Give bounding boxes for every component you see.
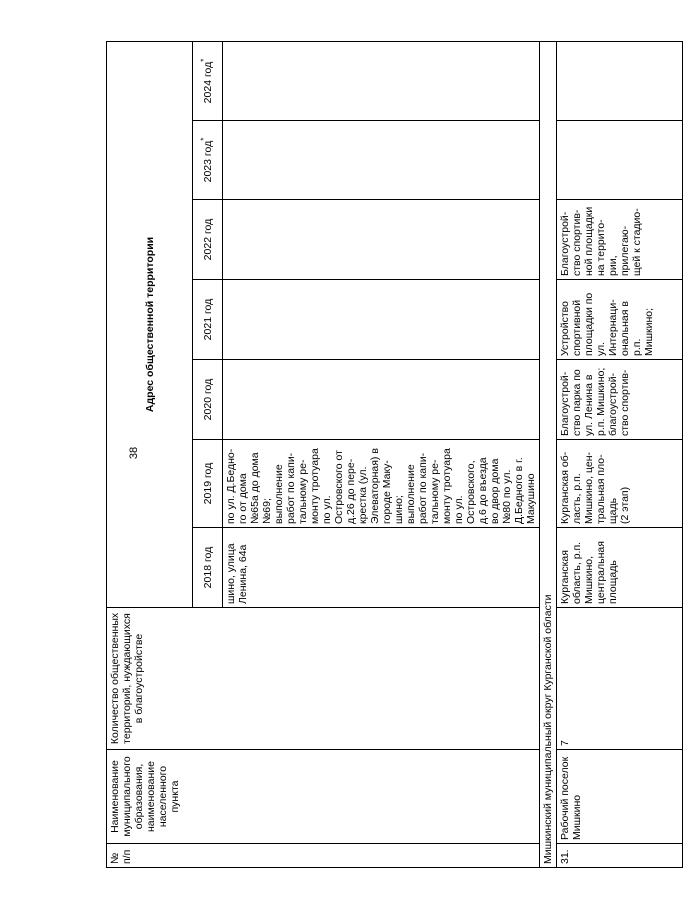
header-year-2018: 2018 год: [193, 528, 223, 608]
rotated-table-container: [106, 42, 655, 868]
header-municipality-name: Наименование муниципального образования, наименование населенного пункта: [107, 750, 540, 844]
section-title: Мишкинский муниципальный округ Курганской области: [540, 41, 557, 867]
table-row: [557, 41, 683, 867]
header-year-2023: 2023 год*: [193, 121, 223, 200]
header-year-2021: 2021 год: [193, 280, 223, 360]
header-year-2024: 2024 год*: [193, 41, 223, 120]
cell-2021: Устройство спортивной площадки по ул. Интернаци- ональная в р.п. Мишкино;: [557, 280, 683, 360]
cell-2020: Благоустрой- ство парка по ул. Ленина в р.п. Мишкино; благоустрой- ство спортив-: [557, 360, 683, 440]
page-number: 38: [128, 446, 140, 460]
footnote-star: *: [199, 58, 208, 62]
cell-2023-empty: [223, 121, 540, 200]
cell-2024-empty: [223, 41, 540, 120]
section-row: [540, 41, 557, 867]
header-row-main: [107, 41, 193, 867]
cell-2018-continuation: шино, улица Ленина, 64а: [223, 528, 540, 608]
header-year-2019: 2019 год: [193, 440, 223, 528]
footnote-star: *: [199, 137, 208, 141]
cell-2024: [557, 41, 683, 120]
cell-2022: Благоустрой- ство спортив- ной площадки на террито- рии, прилегаю- щей к стадио-: [557, 200, 683, 280]
header-year-2020: 2020 год: [193, 360, 223, 440]
cell-2021-empty: [223, 280, 540, 360]
cell-2019-continuation: по ул. Д.Бедно- го от дома №65а до дома №69; выполнение работ по капи- тальному ре- монту тротуара по ул. Островского от д.26 до пере- крестка (ул. Элеваторная) в городе Маку- шино; выполнение работ по капи- тальному ре- монту тротуара по ул. Островского, д.6 до въезда во двор дома №80 по ул. Д.Бедного в г. Макушино: [223, 440, 540, 528]
cell-2019: Курганская об- ласть, р.п. Мишкино, цен- тральная пло- щадь (2 этап): [557, 440, 683, 528]
cell-municipality-name: Рабочий поселок Мишкино: [557, 750, 683, 844]
header-address: Адрес общественной территории: [107, 41, 193, 607]
header-year-2022: 2022 год: [193, 200, 223, 280]
cell-2023: [557, 121, 683, 200]
header-territory-count: Количество общественных территорий, нуждающихся в благоустройстве: [107, 608, 540, 750]
rotated-page-stage: [106, 42, 655, 868]
header-num: № п/п: [107, 844, 540, 868]
cell-2022-empty: [223, 200, 540, 280]
cell-row-number: 31.: [557, 844, 683, 868]
cell-2018: Курганская область, р.п. Мишкино, центральная площадь: [557, 528, 683, 608]
public-territories-table: [106, 41, 683, 868]
cell-2020-empty: [223, 360, 540, 440]
cell-territory-count: 7: [557, 608, 683, 750]
